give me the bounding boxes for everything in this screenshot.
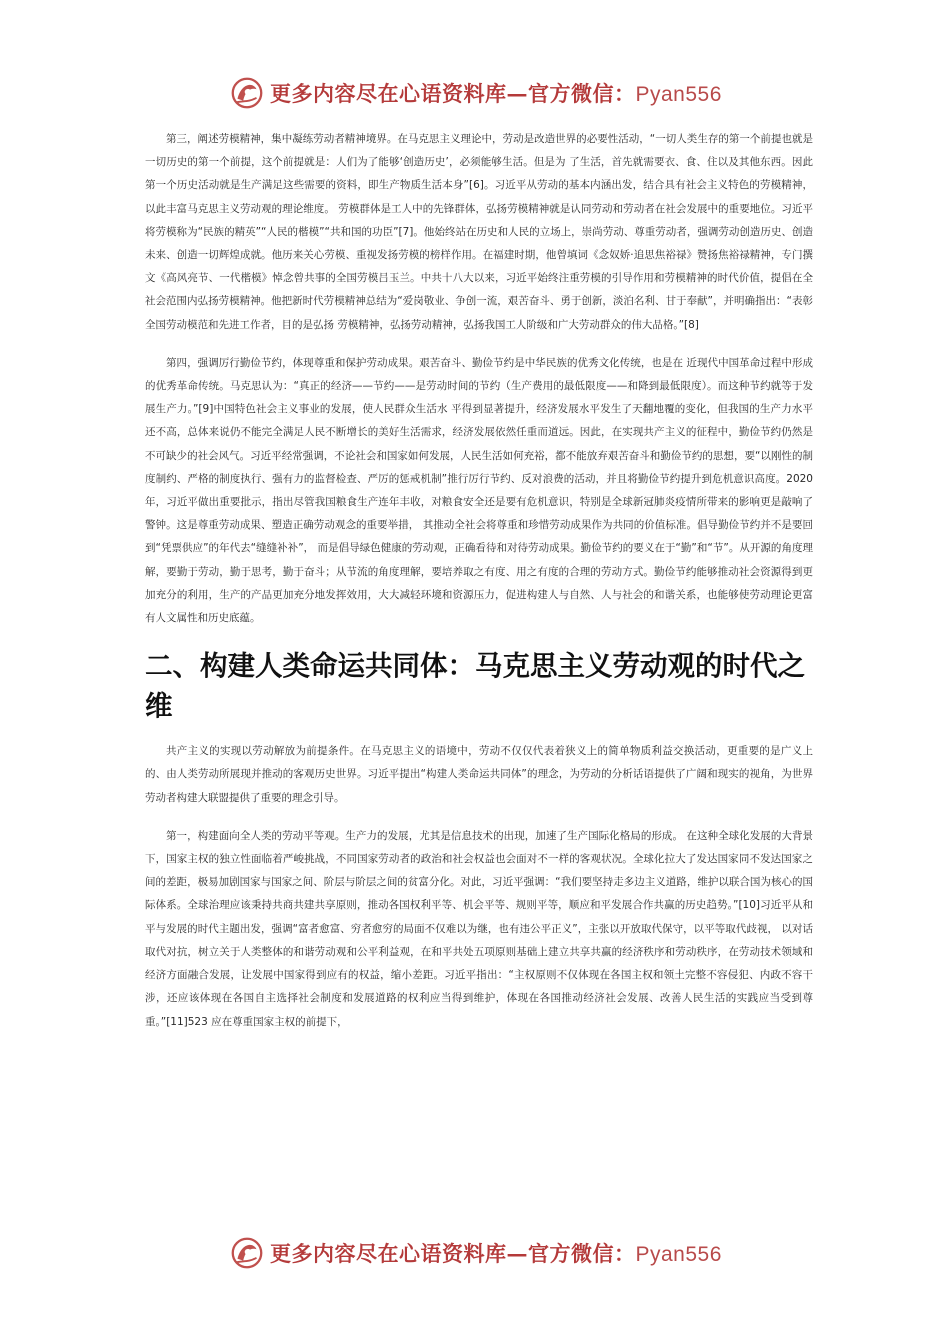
paragraph-labor-model-spirit: 第三，阐述劳模精神，集中凝练劳动者精神境界。在马克思主义理论中，劳动是改造世界的必要性活动，“一切人类生存的第一个前提也就是一切历史的第一个前提，这个前提就是：人们为了能够‘创造历史’，必须能够生活。但是为 了生活，首先就需要衣、食、住以及其他东西。因此第一个历史活动就是生产满足这些需要的资料，即生产物质生活本身”[6]。习近平从劳动的基本内涵出发，结合具有社会主义特色的劳模精神，以此丰富马克思主义劳动观的理论维度。 劳模群体是工人中的先锋群体，弘扬劳模精神就是认同劳动和劳动者在社会发展中的重要地位。习近平将劳模称为“民族的精英”“人民的楷模”“共和国的功臣”[7]。他始终站在历史和人民的立场上，崇尚劳动、尊重劳动者，强调劳动创造历史、创造未来、创造一切辉煌成就。他历来关心劳模、重视发扬劳模的榜样作用。在福建时期，他曾填词《念奴娇·追思焦裕禄》赞扬焦裕禄精神，专门撰文《高风亮节、一代楷模》悼念曾共事的全国劳模吕玉兰。中共十八大以来，习近平始终注重劳模的引导作用和劳模精神的时代价值，提倡在全社会范围内弘扬劳模精神。他把新时代劳模精神总结为“爱岗敬业、争创一流，艰苦奋斗、勇于创新，淡泊名利、甘于奉献”，并明确指出：“表彰全国劳动模范和先进工作者，目的是弘扬 劳模精神，弘扬劳动精神，弘扬我国工人阶级和广大劳动群众的伟大品格。”[8]: [145, 133, 813, 331]
header-watermark-banner: [0, 72, 950, 116]
wechat-account: Pyan556: [635, 83, 722, 106]
flower-logo-icon: [228, 74, 266, 112]
section-heading: 二、构建人类命运共同体：马克思主义劳动观的时代之维: [145, 650, 805, 723]
footer-watermark-banner: [0, 1232, 950, 1276]
paragraph-labor-equality: 第一，构建面向全人类的劳动平等观。生产力的发展，尤其是信息技术的出现，加速了生产国际化格局的形成。 在这种全球化发展的大背景下，国家主权的独立性面临着严峻挑战，不同国家劳动者的政治和社会权益也会面对不一样的客观状况。全球化拉大了发达国家同不发达国家之间的差距，极易加剧国家与国家之间、阶层与阶层之间的贫富分化。对此，习近平强调：“我们要坚持走多边主义道路，维护以联合国为核心的国际体系。全球治理应该秉持共商共建共享原则，推动各国权利平等、机会平等、规则平等，顺应和平发展合作共赢的历史趋势。”[10]习近平从和平与发展的时代主题出发，强调“富者愈富、穷者愈穷的局面不仅难以为继，也有违公平正义”，主张以开放取代保守，以平等取代歧视， 以对话取代对抗，树立关于人类整体的和谐劳动观和公平利益观，在和平共处五项原则基础上建立共享共赢的经济秩序和劳动秩序，在劳动技术领域和经济方面融合发展，让发展中国家得到应有的权益，缩小差距。习近平指出：“主权原则不仅体现在各国主权和领土完整不容侵犯、内政不容干涉，还应该体现在各国自主选择社会制度和发展道路的权利应当得到维护，体现在各国推动经济社会发展、改善人民生活的实践应当受到尊重。”[11]523 应在尊重国家主权的前提下，: [145, 829, 813, 1028]
paragraph-community-intro: 共产主义的实现以劳动解放为前提条件。在马克思主义的语境中，劳动不仅仅代表着狭义上的简单物质利益交换活动，更重要的是广义上的、由人类劳动所展现并推动的客观历史世界。习近平提出“构建人类命运共同体”的理念，为劳动的分析话语提供了广阔和现实的视角，为世界劳动者构建大联盟提供了重要的理念引导。: [145, 745, 813, 804]
banner-text: 更多内容尽在心语资料库—官方微信：Pyan556: [270, 1241, 722, 1266]
wechat-account: Pyan556: [635, 1243, 722, 1266]
document-body: [145, 128, 813, 1049]
flower-logo-icon: [228, 1234, 266, 1272]
paragraph-frugality: 第四，强调厉行勤俭节约，体现尊重和保护劳动成果。艰苦奋斗、勤俭节约是中华民族的优秀文化传统，也是在 近现代中国革命过程中形成的优秀革命传统。马克思认为：“真正的经济——节约——是劳动时间的节约（生产费用的最低限度——和降到最低限度）。而这种节约就等于发展生产力。”[9]中国特色社会主义事业的发展，使人民群众生活水 平得到显著提升，经济发展水平发生了天翻地覆的变化，但我国的生产力水平还不高，总体来说仍不能完全满足人民不断增长的美好生活需求，经济发展依然任重而道远。因此，在实现共产主义的征程中，勤俭节约仍然是不可缺少的社会风气。习近平经常强调，不论社会和国家如何发展，人民生活如何充裕，都不能放弃艰苦奋斗和勤俭节约的思想，要“以刚性的制度制约、严格的制度执行、强有力的监督检查、严厉的惩戒机制”推行厉行节约、反对浪费的活动，并且将勤俭节约提升到危机意识高度。2020 年，习近平做出重要批示，指出尽管我国粮食生产连年丰收，对粮食安全还是要有危机意识，特别是全球新冠肺炎疫情所带来的影响更是敲响了警钟。这是尊重劳动成果、塑造正确劳动观念的重要举措， 其推动全社会将尊重和珍惜劳动成果作为共同的价值标准。倡导勤俭节约并不是要回到“凭票供应”的年代去“缝缝补补”， 而是倡导绿色健康的劳动观，正确看待和对待劳动成果。勤俭节约的要义在于“勤”和“节”。从开源的角度理解，要勤于劳动，勤于思考，勤于奋斗；从节流的角度理解，要培养取之有度、用之有度的合理的劳动方式。勤俭节约能够推动社会资源得到更加充分的利用，生产的产品更加充分地发挥效用，大大减轻环境和资源压力，促进构建人与自然、人与社会的和谐关系，也能够使劳动理论更富有人文属性和历史底蕴。: [145, 356, 813, 625]
banner-text: 更多内容尽在心语资料库—官方微信：Pyan556: [270, 81, 722, 106]
